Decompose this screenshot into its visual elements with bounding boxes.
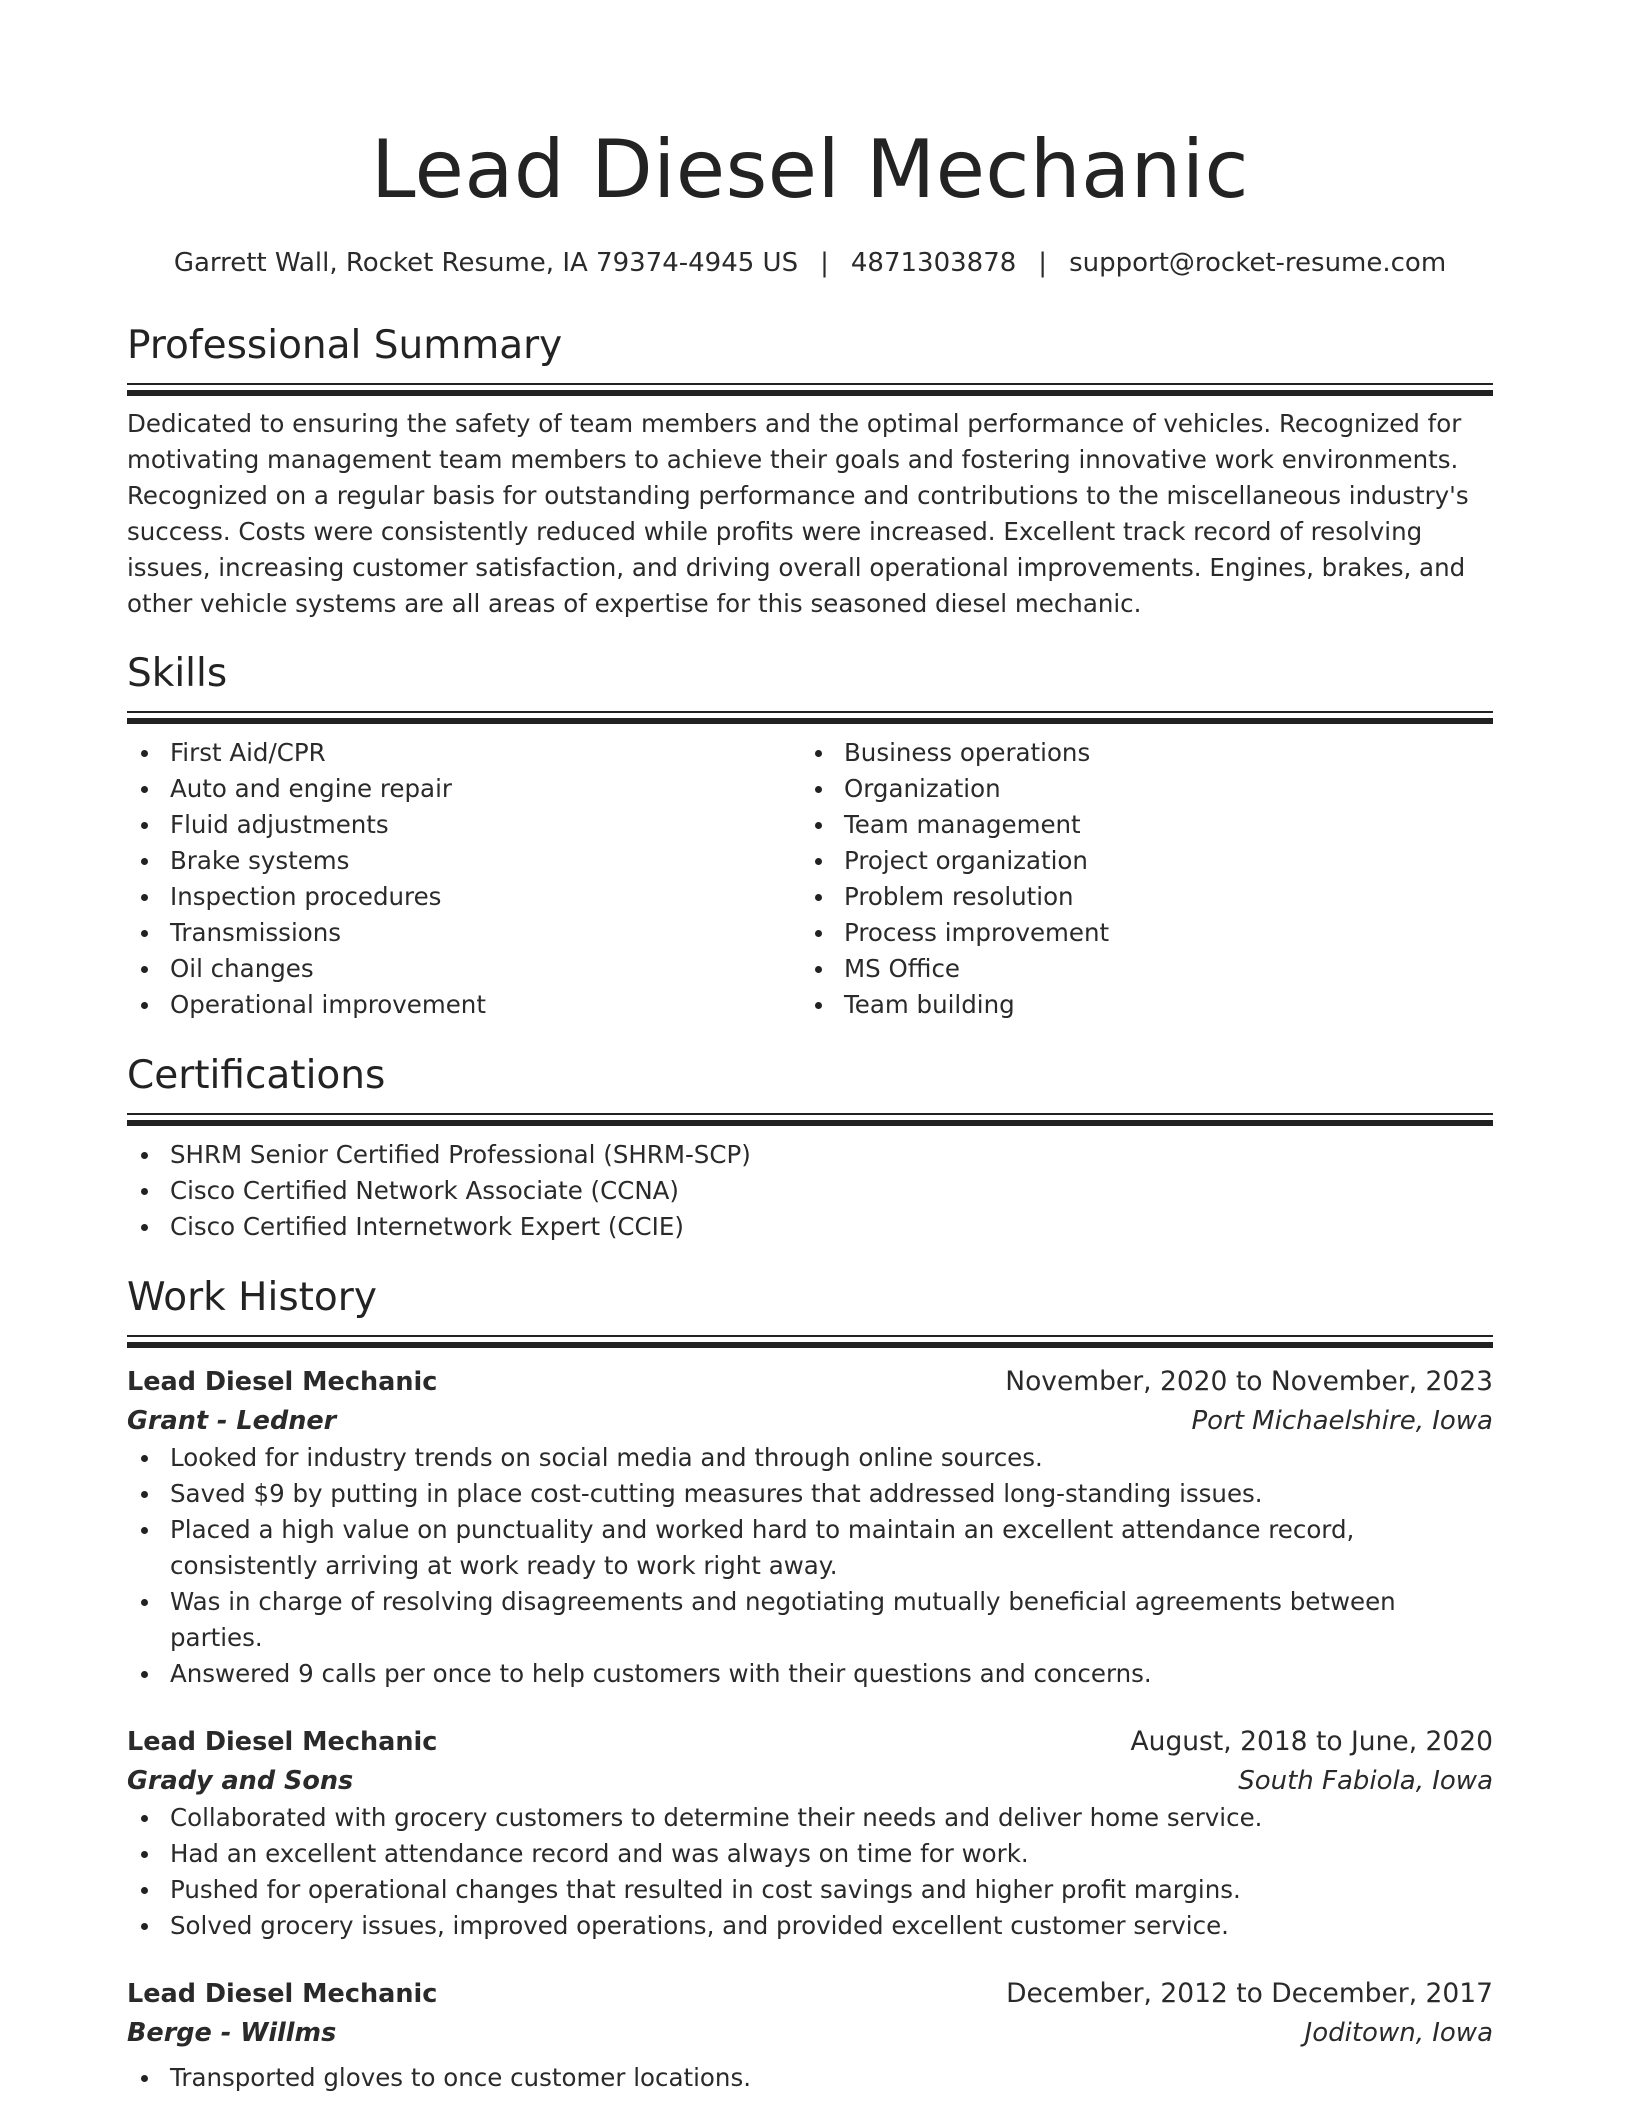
skills-column-right [801, 735, 1475, 1023]
contact-separator: | [1038, 248, 1048, 278]
contact-address: Garrett Wall, Rocket Resume, IA 79374-4945 US [173, 248, 799, 278]
certification-item: Cisco Certified Network Associate (CCNA) [127, 1173, 1493, 1209]
skills-list-right [801, 735, 1475, 1023]
contact-separator: | [820, 248, 829, 278]
section-heading-skills: Skills [127, 651, 228, 696]
section-divider [127, 1335, 1493, 1348]
job-bullet: Solved grocery issues, improved operations, and provided excellent customer service. [127, 1908, 1493, 1944]
skill-item: Business operations [801, 735, 1475, 771]
work-history-section [127, 1273, 1493, 2096]
section-heading-summary: Professional Summary [127, 323, 563, 368]
job-bullet: Was in charge of resolving disagreements and negotiating mutually beneficial agreements between parties. [127, 1584, 1493, 1656]
job-dates: November, 2020 to November, 2023 [1005, 1366, 1493, 1397]
job-bullet-list [127, 2060, 1493, 2096]
summary-text: Dedicated to ensuring the safety of team members and the optimal performance of vehicles. Recognized for motivating management team members to achieve their goals and fostering innovative work environments. Recognized on a regular basis for outstanding performance and contributions to the miscellaneous industry's success. Costs were consistently reduced while profits were increased. Excellent track record of resolving issues, increasing customer satisfaction, and driving overall operational improvements. Engines, brakes, and other vehicle systems are all areas of expertise for this seasoned diesel mechanic. [127, 409, 1469, 618]
resume-title: Lead Diesel Mechanic [370, 123, 1250, 216]
skill-item: Auto and engine repair [127, 771, 801, 807]
job-bullet: Placed a high value on punctuality and worked hard to maintain an excellent attendance record, consistently arriving at work ready to work right away. [127, 1512, 1493, 1584]
job-company: Berge - Willms [127, 2018, 337, 2048]
job-title: Lead Diesel Mechanic [127, 1727, 438, 1757]
job-entry [127, 1722, 1493, 1944]
job-dates: December, 2012 to December, 2017 [1006, 1978, 1493, 2009]
job-bullet: Pushed for operational changes that resulted in cost savings and higher profit margins. [127, 1872, 1493, 1908]
job-location: Joditown, Iowa [1304, 2018, 1493, 2048]
job-bullet: Collaborated with grocery customers to determine their needs and deliver home service. [127, 1800, 1493, 1836]
skills-grid [127, 735, 1493, 1023]
skill-item: First Aid/CPR [127, 735, 801, 771]
job-location: South Fabiola, Iowa [1238, 1766, 1493, 1796]
job-bullet: Transported gloves to once customer locations. [127, 2060, 1493, 2096]
skill-item: Operational improvement [127, 987, 801, 1023]
contact-phone: 4871303878 [850, 248, 1017, 278]
job-entry [127, 1362, 1493, 1692]
job-bullet-list [127, 1800, 1493, 1944]
job-header [127, 1974, 1493, 2014]
skill-item: Transmissions [127, 915, 801, 951]
section-divider [127, 1113, 1493, 1126]
skill-item: Team building [801, 987, 1475, 1023]
job-subheader [127, 1402, 1493, 1440]
section-divider [127, 711, 1493, 724]
job-subheader [127, 2014, 1493, 2052]
skills-column-left [127, 735, 801, 1023]
job-bullet: Saved $9 by putting in place cost-cutting measures that addressed long-standing issues. [127, 1476, 1493, 1512]
skill-item: Team management [801, 807, 1475, 843]
job-subheader [127, 1762, 1493, 1800]
section-heading-work-history: Work History [127, 1275, 377, 1320]
skill-item: MS Office [801, 951, 1475, 987]
skill-item: Brake systems [127, 843, 801, 879]
job-entry [127, 1974, 1493, 2096]
contact-email[interactable]: support@rocket-resume.com [1069, 248, 1447, 278]
skill-item: Problem resolution [801, 879, 1475, 915]
job-bullet: Had an excellent attendance record and was always on time for work. [127, 1836, 1493, 1872]
skills-list-left [127, 735, 801, 1023]
summary-section [127, 321, 1493, 622]
resume-page [127, 118, 1493, 2096]
skill-item: Oil changes [127, 951, 801, 987]
skill-item: Project organization [801, 843, 1475, 879]
job-title: Lead Diesel Mechanic [127, 1367, 438, 1397]
certifications-section [127, 1051, 1493, 1245]
certification-item: Cisco Certified Internetwork Expert (CCIE) [127, 1209, 1493, 1245]
job-bullet: Answered 9 calls per once to help customers with their questions and concerns. [127, 1656, 1493, 1692]
skills-section [127, 649, 1493, 1023]
section-heading-certifications: Certifications [127, 1053, 386, 1098]
job-header [127, 1722, 1493, 1762]
skill-item: Process improvement [801, 915, 1475, 951]
skill-item: Inspection procedures [127, 879, 801, 915]
job-header [127, 1362, 1493, 1402]
job-bullet-list [127, 1440, 1493, 1692]
job-location: Port Michaelshire, Iowa [1191, 1406, 1493, 1436]
job-bullet: Looked for industry trends on social media and through online sources. [127, 1440, 1493, 1476]
job-dates: August, 2018 to June, 2020 [1130, 1726, 1493, 1757]
section-divider [127, 383, 1493, 396]
certifications-list [127, 1137, 1493, 1245]
job-title: Lead Diesel Mechanic [127, 1979, 438, 2009]
job-company: Grant - Ledner [127, 1406, 337, 1436]
contact-line [127, 246, 1493, 280]
skill-item: Fluid adjustments [127, 807, 801, 843]
skill-item: Organization [801, 771, 1475, 807]
job-company: Grady and Sons [127, 1766, 354, 1796]
certification-item: SHRM Senior Certified Professional (SHRM-SCP) [127, 1137, 1493, 1173]
